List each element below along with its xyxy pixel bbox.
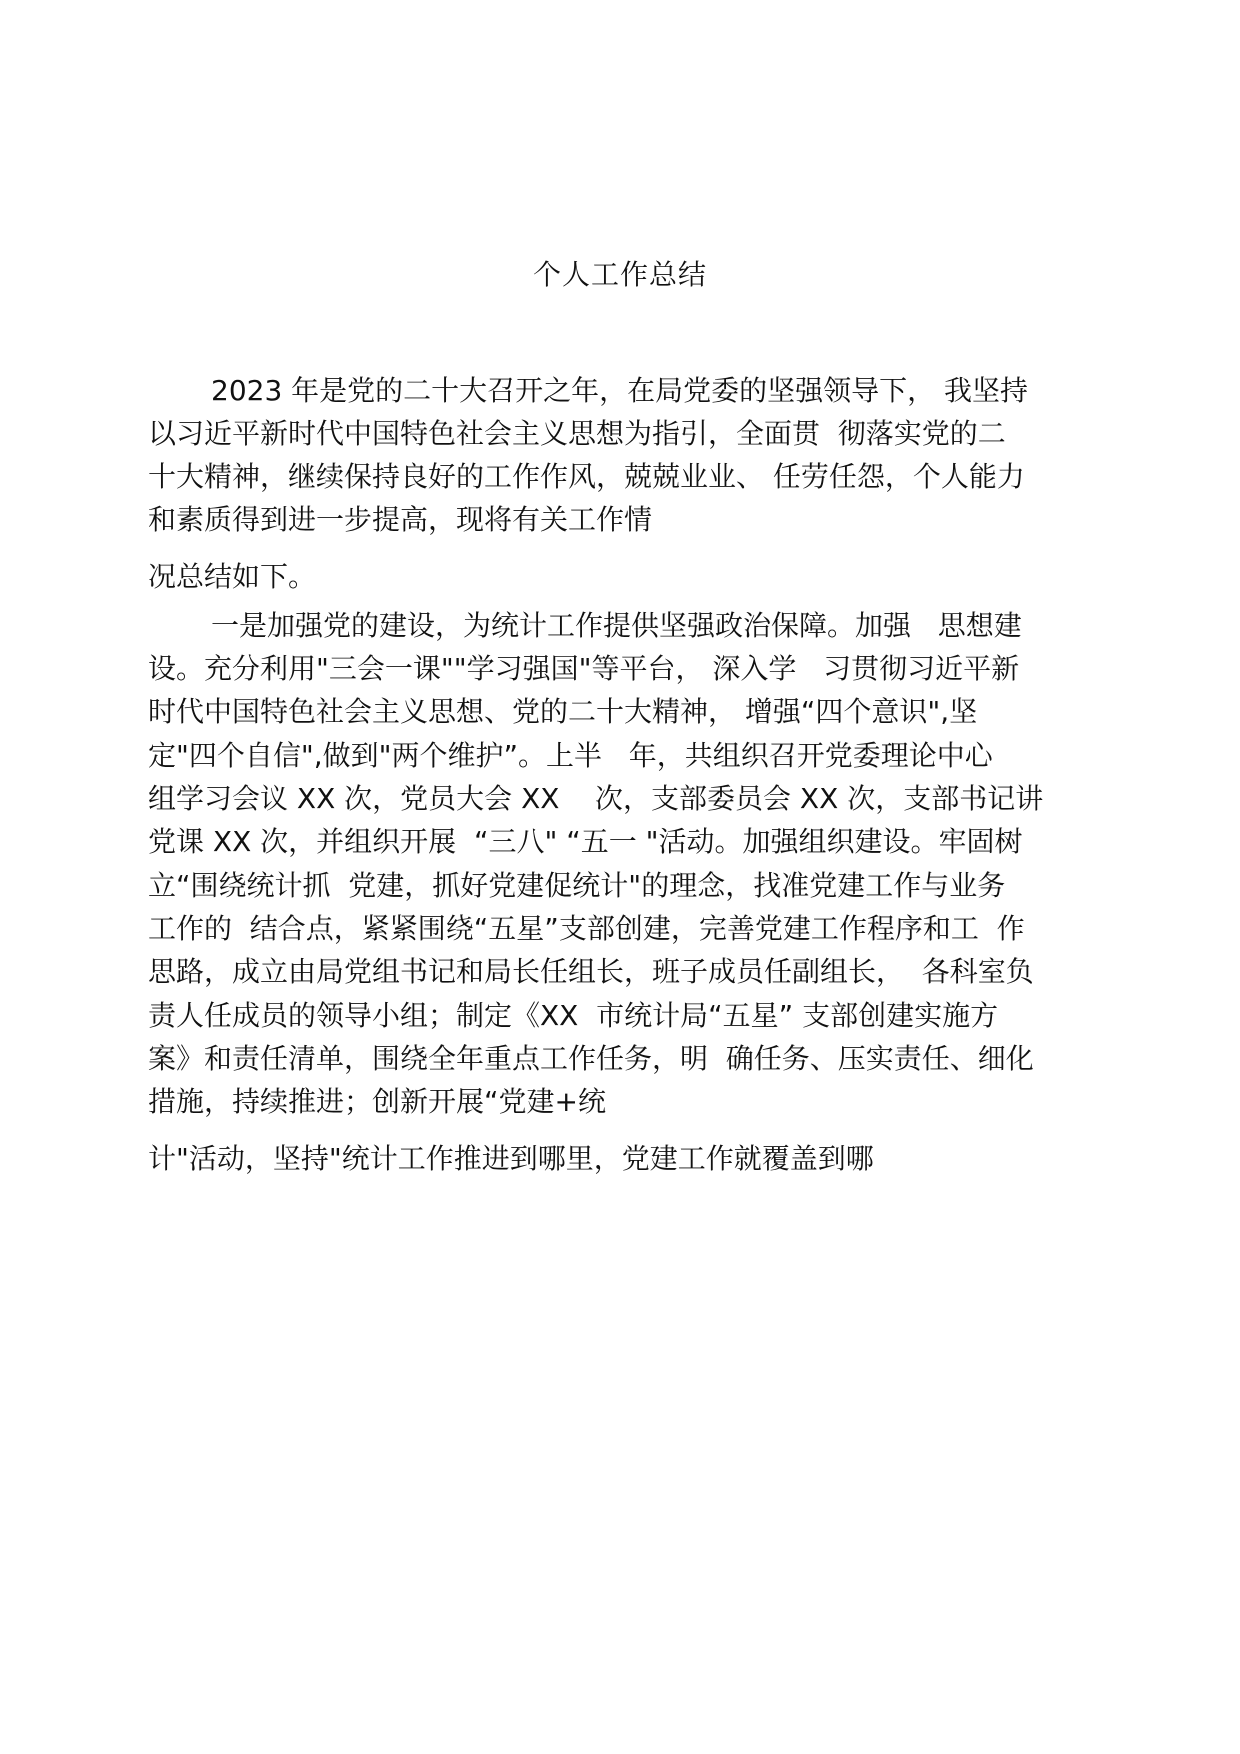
text-line: 计"活动，坚持"统计工作推进到哪里，党建工作就覆盖到哪 [148, 1142, 874, 1175]
text-line: 党课 XX 次，并组织开展 “三八" “五一 "活动。加强组织建设。牢固树 [148, 825, 1023, 858]
text-line: 以习近平新时代中国特色社会主义思想为指引，全面贯 彻落实党的二 [148, 417, 1006, 450]
text-line: 措施，持续推进；创新开展“党建+统 [148, 1085, 606, 1118]
text-line: 2023 年是党的二十大召开之年，在局党委的坚强领导下， 我坚持 [211, 374, 1029, 407]
text-line: 组学习会议 XX 次，党员大会 XX 次，支部委员会 XX 次，支部书记讲 [148, 782, 1044, 815]
text-line: 设。充分利用"三会一课""学习强国"等平台， 深入学 习贯彻习近平新 [148, 652, 1020, 685]
text-line: 时代中国特色社会主义思想、党的二十大精神， 增强“四个意识",坚 [148, 695, 978, 728]
text-line: 一是加强党的建设，为统计工作提供坚强政治保障。加强 思想建 [211, 609, 1022, 642]
text-line: 立“围绕统计抓 党建，抓好党建促统计"的理念，找准党建工作与业务 [148, 869, 1006, 902]
text-line: 况总结如下。 [148, 560, 317, 593]
text-line: 思路，成立由局党组书记和局长任组长，班子成员任副组长， 各科室负 [148, 955, 1034, 988]
text-line: 责人任成员的领导小组；制定《XX 市统计局“五星” 支部创建实施方 [148, 999, 999, 1032]
text-line: 和素质得到进一步提高，现将有关工作情 [148, 503, 653, 536]
text-line: 案》和责任清单，围绕全年重点工作任务，明 确任务、压实责任、细化 [148, 1042, 1034, 1075]
document-title: 个人工作总结 [532, 258, 707, 291]
text-line: 工作的 结合点，紧紧围绕“五星”支部创建，完善党建工作程序和工 作 [148, 912, 1025, 945]
text-line: 定"四个自信",做到"两个维护”。上半 年，共组织召开党委理论中心 [148, 739, 993, 772]
text-line: 十大精神，继续保持良好的工作作风，兢兢业业、 任劳任怨，个人能力 [148, 460, 1025, 493]
